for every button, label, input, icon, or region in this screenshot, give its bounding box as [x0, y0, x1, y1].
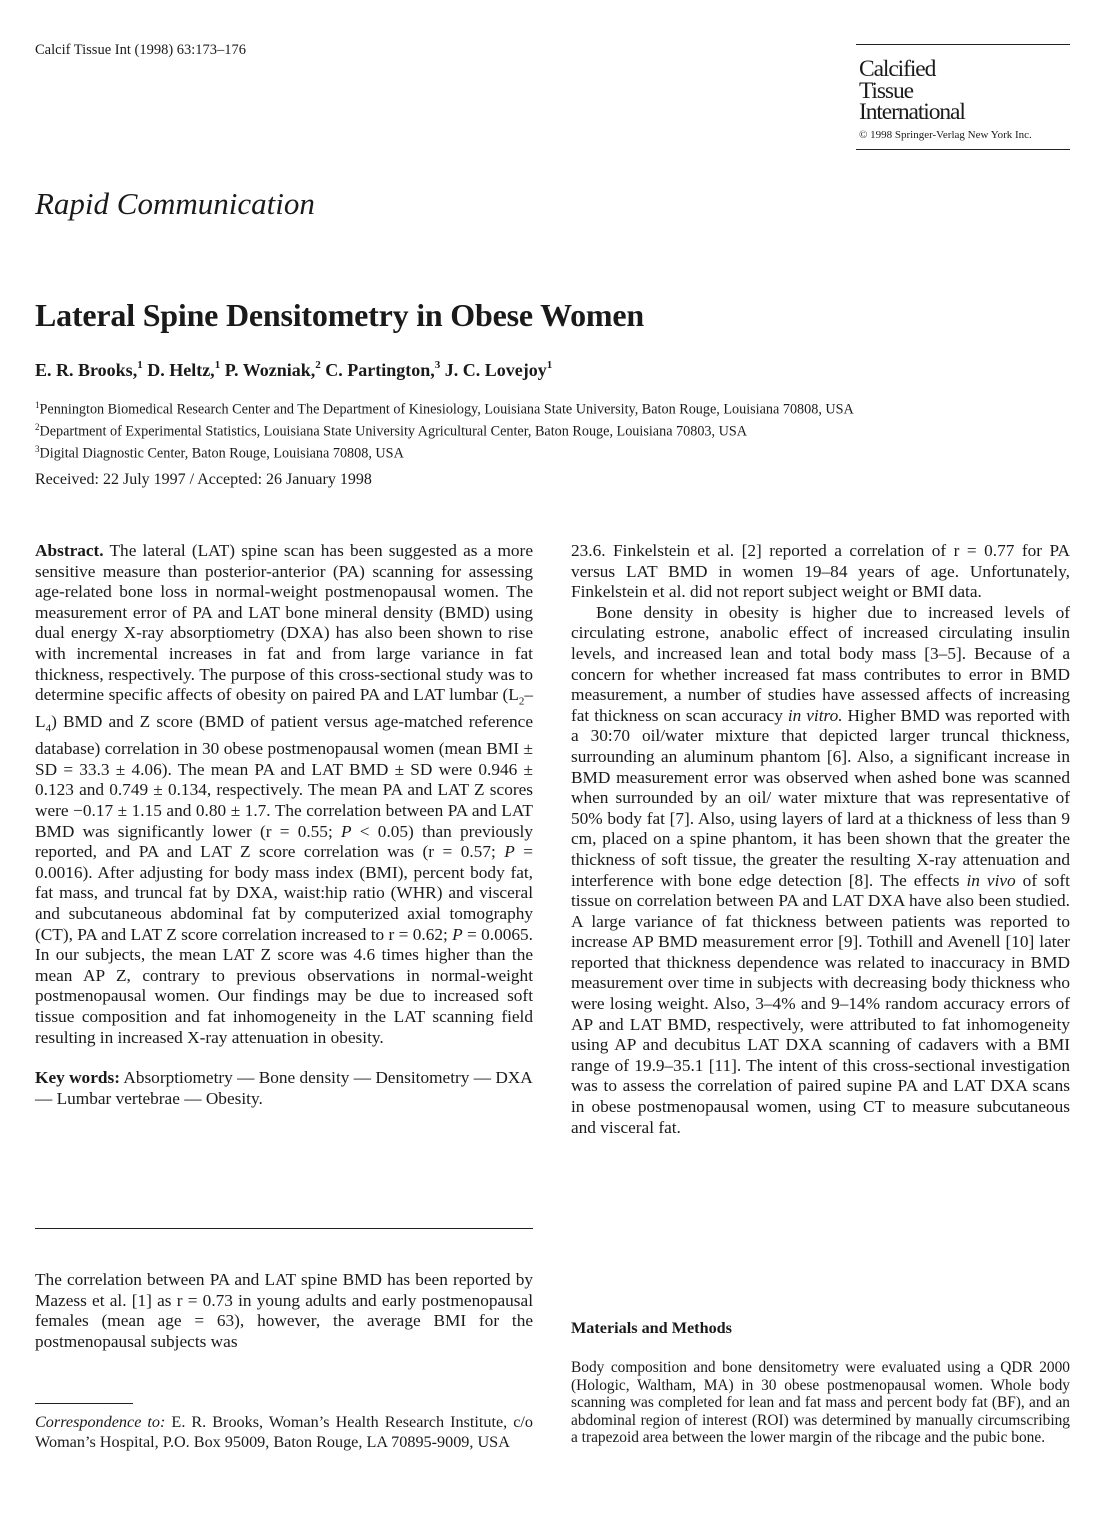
introduction-paragraph	[35, 1270, 533, 1352]
affiliation-text: Digital Diagnostic Center, Baton Rouge, Louisiana 70808, USA	[39, 446, 404, 463]
affiliation-item	[35, 441, 854, 463]
author-list	[35, 360, 552, 381]
italic-term: in vivo	[966, 870, 1016, 890]
subscript: 2	[518, 695, 525, 708]
article-title: Lateral Spine Densitometry in Obese Women	[35, 297, 644, 333]
author-affiliation-mark: 1	[137, 359, 143, 371]
copyright-notice: © 1998 Springer-Verlag New York Inc.	[859, 128, 1032, 141]
author-name: E. R. Brooks,	[35, 360, 138, 380]
author-name: J. C. Lovejoy	[444, 360, 547, 380]
affiliation-list	[35, 397, 854, 464]
journal-citation: Calcif Tissue Int (1998) 63:173–176	[35, 42, 247, 58]
paragraph-spacer	[35, 1048, 533, 1068]
correspondence-footnote	[35, 1413, 533, 1452]
keywords	[35, 1068, 533, 1109]
abstract-text: The lateral (LAT) spine scan has been suggested as a more sensitive measure than posterior-anterior (PA) scanning for assessing age-related bone loss in normal-weight postmenopausal women. The measurement error of PA and LAT bone mineral density (BMD) using dual energy X-ray absorptiometry (DXA) has also been shown to rise with incremental increases in fat and from large variance in fat thickness, respectively. The purpose of this cross-sectional study was to determine specific affects of obesity on paired PA and LAT lumbar (L	[35, 541, 533, 705]
abstract-section	[35, 541, 533, 1109]
subscript: 4	[45, 722, 52, 735]
affiliation-mark: 1	[35, 400, 40, 410]
journal-logo-line-1: Calcified	[859, 56, 936, 82]
affiliation-mark: 2	[35, 422, 40, 433]
affiliation-text: Department of Experimental Statistics, Louisiana State University Agricultural Center, Baton Rouge, Louisiana 70803, USA	[39, 423, 747, 440]
author-affiliation-mark: 1	[214, 359, 221, 371]
body-text: Higher BMD was reported with a 30:70 oil/water mixture that depicted larger truncal thickness, surrounding an aluminum phantom [6]. Also, a significant increase in BMD measurement error was observed when ashed bone was scanned when surrounded by an oil/ water mixture that was representative of 50% body fat [7]. Also, using layers of lard at a thickness of less than 9 cm, placed on a spine phantom, it has been shown that the greater the thickness of soft tissue, the greater the resulting X-ray attenuation and interference with bone edge detection [8]. The effects	[571, 705, 1070, 890]
italic-p: P	[452, 924, 463, 944]
author-affiliation-mark: 3	[434, 359, 441, 371]
italic-p: P	[341, 821, 352, 841]
keywords-label: Key words:	[35, 1068, 120, 1088]
affiliation-item	[35, 419, 854, 441]
received-dates: Received: 22 July 1997 / Accepted: 26 January 1998	[35, 471, 372, 488]
affiliation-text: Pennington Biomedical Research Center and The Department of Kinesiology, Louisiana State University, Baton Rouge, Louisiana 70808, USA	[39, 401, 854, 418]
italic-term: in vitro.	[787, 705, 843, 725]
abstract-text: < 0.05) than previously reported, and PA and LAT Z score correlation was (r = 0.57;	[35, 821, 533, 862]
body-right-column	[571, 541, 1070, 1138]
section-divider	[35, 1228, 533, 1229]
abstract-text: = 0.0065. In our subjects, the mean LAT Z score was 4.6 times higher than the mean AP Z, contrary to previous observations in normal-weight postmenopausal women. Our findings may be due to increased soft tissue composition and fat inhomogeneity in the LAT scanning field resulting in increased X-ray attenuation in obesity.	[35, 924, 534, 1047]
journal-logo-line-3: International	[859, 99, 965, 125]
affiliation-mark: 3	[35, 444, 40, 455]
journal-logo	[856, 44, 1070, 150]
body-text: of soft tissue on correlation between PA and LAT DXA have also been studied. A large variance of fat thickness between patients was reported to increase AP BMD measurement error [9]. Tothill and Avenell [10] later reported that thickness dependence was related to inaccuracy in BMD measurement over time in subjects with decreasing body thickness who were losing weight. Also, 3–4% and 9–14% random accuracy errors of AP and LAT BMD, respectively, were attributed to fat inhomogeneity using AP and decubitus LAT DXA scanning of cadavers with a BMI range of 19.9–35.1 [11]. The intent of this cross-sectional investigation was to assess the correlation of paired supine PA and LAT DXA scans in obese postmenopausal women, using CT to measure subcutaneous and visceral fat.	[571, 870, 1070, 1137]
author-affiliation-mark: 1	[546, 359, 553, 371]
italic-p: P	[504, 842, 515, 862]
author-name: C. Partington,	[325, 360, 435, 380]
affiliation-item	[35, 397, 854, 419]
abstract-paragraph	[35, 541, 533, 1048]
author-affiliation-mark: 2	[315, 359, 321, 371]
body-paragraph	[571, 603, 1070, 1138]
body-paragraph: 23.6. Finkelstein et al. [2] reported a correlation of r = 0.77 for PA versus LAT BMD in women 19–84 years of age. Unfortunately, Finkelstein et al. did not report subject weight or BMI data.	[571, 541, 1070, 602]
body-text: Bone density in obesity is higher due to increased levels of circulating estrone, anabolic effect of increased circulating insulin levels, and increased lean and total body mass [3–5]. Because of a concern for whether increased fat mass contributes to error in BMD measurement, a number of studies have assessed affects of increasing fat thickness on scan accuracy	[571, 602, 1070, 725]
introduction-text: The correlation between PA and LAT spine BMD has been reported by Mazess et al. [1] as r = 0.73 in young adults and early postmenopausal females (mean age = 63), however, the average BMI for the postmenopausal subjects was	[35, 1270, 533, 1351]
correspondence-text: E. R. Brooks, Woman’s Health Research Institute, c/o Woman’s Hospital, P.O. Box 95009, Baton Rouge, LA 70895-9009, USA	[35, 1413, 533, 1451]
abstract-label: Abstract.	[35, 541, 104, 560]
author-name: D. Heltz,	[147, 360, 215, 380]
keywords-text: Absorptiometry — Bone density — Densitometry — DXA — Lumbar vertebrae — Obesity.	[35, 1068, 532, 1108]
abstract-text: –L	[35, 685, 533, 732]
author-name: P. Wozniak,	[224, 360, 316, 380]
abstract-text: = 0.0016). After adjusting for body mass index (BMI), percent body fat, fat mass, and truncal fat by DXA, waist:hip ratio (WHR) and visceral and subcutaneous abdominal fat by computerized axial tomography (CT), PA and LAT Z score correlation increased to r = 0.62;	[35, 842, 533, 944]
abstract-text: ) BMD and Z score (BMD of patient versus age-matched reference database) correlation in 30 obese postmenopausal women (mean BMI ± SD = 33.3 ± 4.06). The mean PA and LAT BMD ± SD were 0.946 ± 0.123 and 0.749 ± 0.134, respectively. The mean PA and LAT Z scores were −0.17 ± 1.15 and 0.80 ± 1.7. The correlation between PA and LAT BMD was significantly lower (r = 0.55;	[35, 712, 533, 841]
methods-paragraph	[571, 1359, 1070, 1447]
journal-logo-line-2: Tissue	[859, 77, 913, 104]
correspondence-label: Correspondence to:	[35, 1413, 166, 1431]
section-label: Rapid Communication	[35, 186, 315, 221]
methods-heading: Materials and Methods	[571, 1319, 732, 1337]
methods-text: Body composition and bone densitometry were evaluated using a QDR 2000 (Hologic, Waltham, MA) in 30 obese postmenopausal women. Whole body scanning was completed for lean and fat mass and percent body fat (BF), and an abdominal region of interest (ROI) was determined by manually circumscribing a trapezoid area between the lower margin of the ribcage and the pubic bone.	[571, 1359, 1070, 1447]
footnote-divider	[35, 1403, 133, 1404]
